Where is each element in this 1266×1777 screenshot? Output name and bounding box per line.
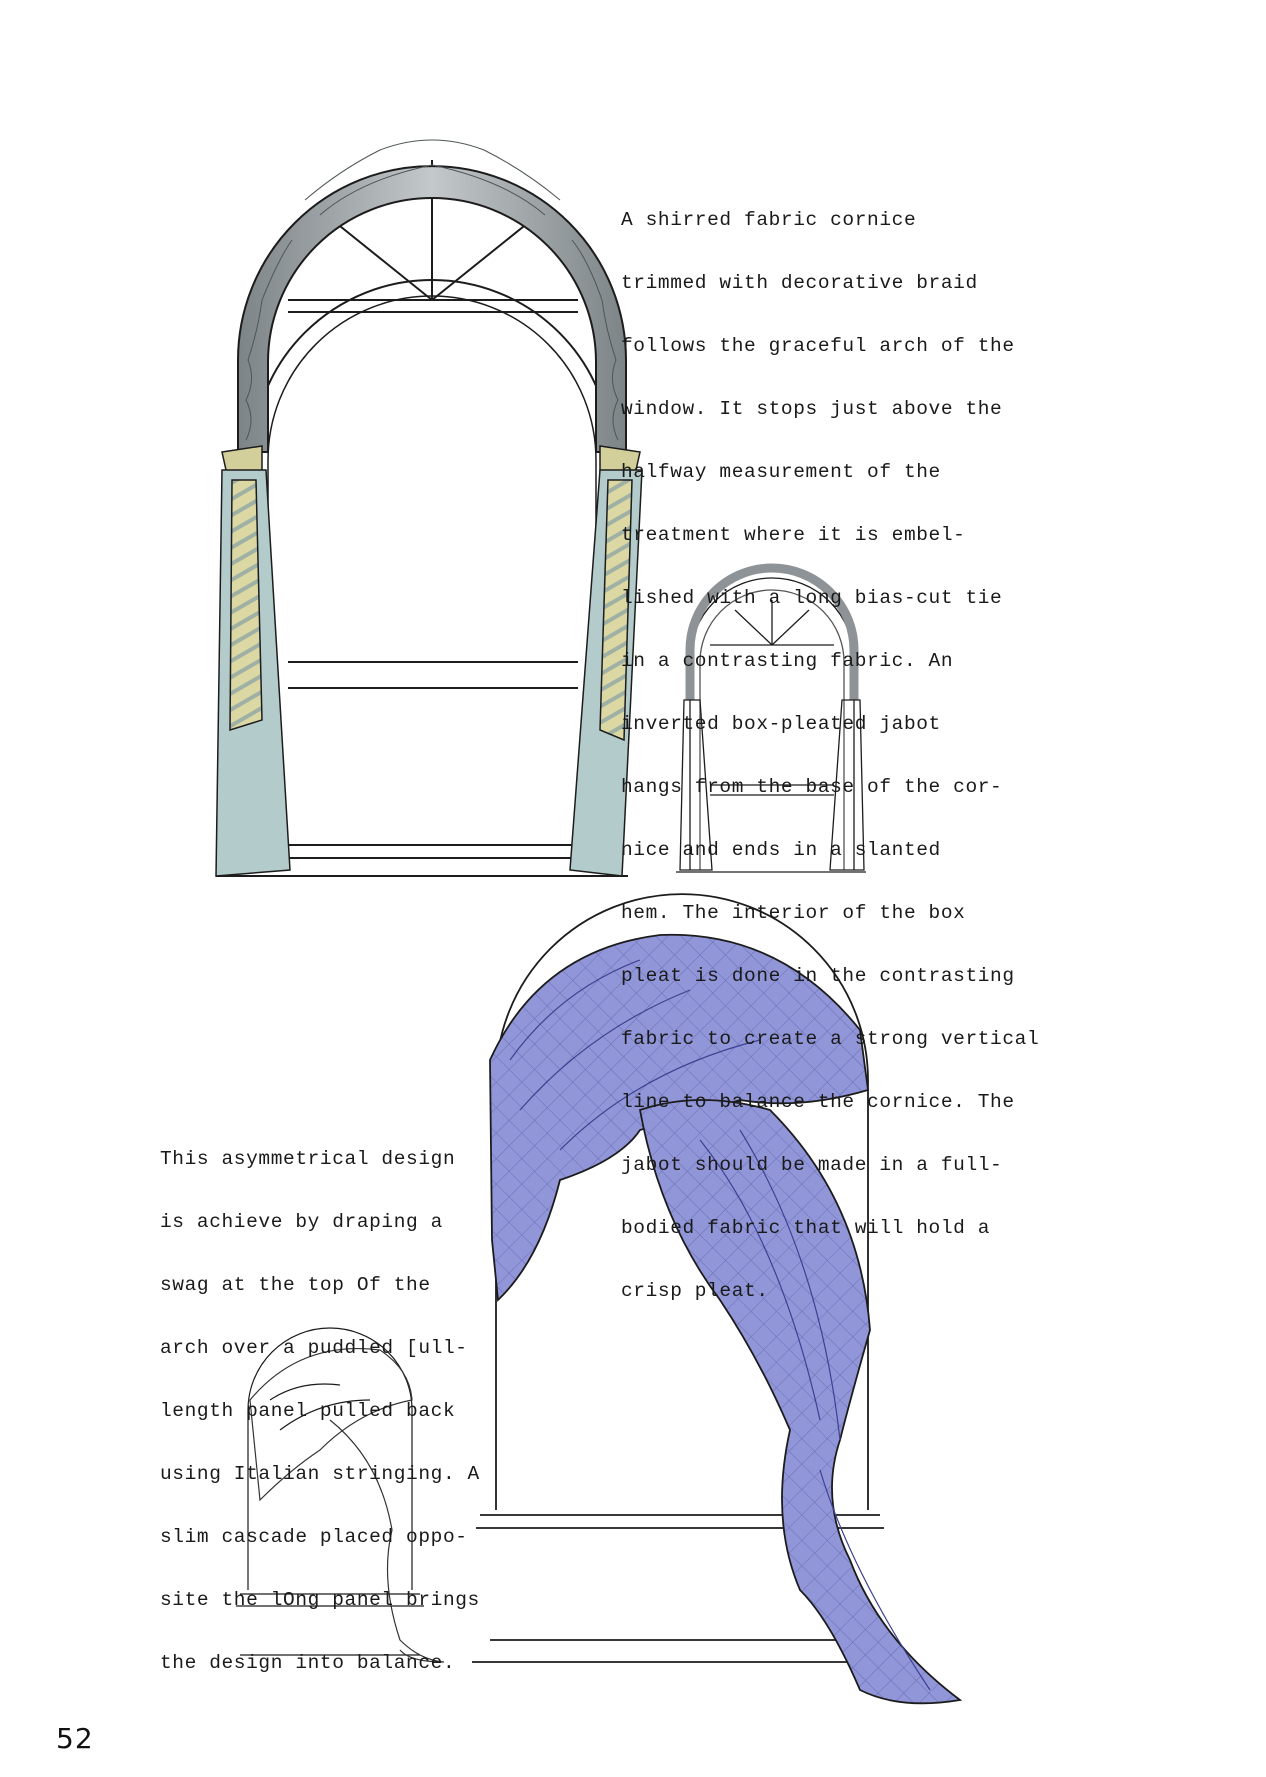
caption-line: is achieve by draping a	[160, 1211, 443, 1233]
caption-line: bodied fabric that will hold a	[621, 1217, 991, 1239]
caption-line: This asymmetrical design	[160, 1148, 456, 1170]
caption-line: line to balance the cornice. The	[621, 1091, 1015, 1113]
caption-line: slim cascade placed oppo-	[160, 1526, 468, 1548]
caption-line: treatment where it is embel-	[621, 524, 966, 546]
caption-line: pleat is done in the contrasting	[621, 965, 1015, 987]
caption-line: swag at the top Of the	[160, 1274, 431, 1296]
caption-line: length panel pulled back	[160, 1400, 456, 1422]
caption-line: lished with a long bias-cut tie	[621, 587, 1003, 609]
cornice-caption	[621, 168, 1039, 1344]
caption-line: using Italian stringing. A	[160, 1463, 480, 1485]
caption-line: halfway measurement of the	[621, 461, 941, 483]
caption-line: A shirred fabric cornice	[621, 209, 917, 231]
caption-line: arch over a puddled [ull-	[160, 1337, 468, 1359]
caption-line: crisp pleat.	[621, 1280, 769, 1302]
page-number: 52	[56, 1722, 94, 1755]
swag-caption	[160, 1107, 480, 1716]
box-pleated-jabots	[216, 470, 642, 876]
caption-line: follows the graceful arch of the	[621, 335, 1015, 357]
caption-line: in a contrasting fabric. An	[621, 650, 954, 672]
caption-line: inverted box-pleated jabot	[621, 713, 941, 735]
caption-line: nice and ends in a slanted	[621, 839, 941, 861]
caption-line: the design into balance.	[160, 1652, 456, 1674]
caption-line: trimmed with decorative braid	[621, 272, 978, 294]
caption-line: hem. The interior of the box	[621, 902, 966, 924]
caption-line: hangs from the base of the cor-	[621, 776, 1003, 798]
caption-line: site the lOng panel brings	[160, 1589, 480, 1611]
caption-line: window. It stops just above the	[621, 398, 1003, 420]
caption-line: jabot should be made in a full-	[621, 1154, 1003, 1176]
caption-line: fabric to create a strong vertical	[621, 1028, 1040, 1050]
bias-cut-ties	[222, 446, 640, 476]
